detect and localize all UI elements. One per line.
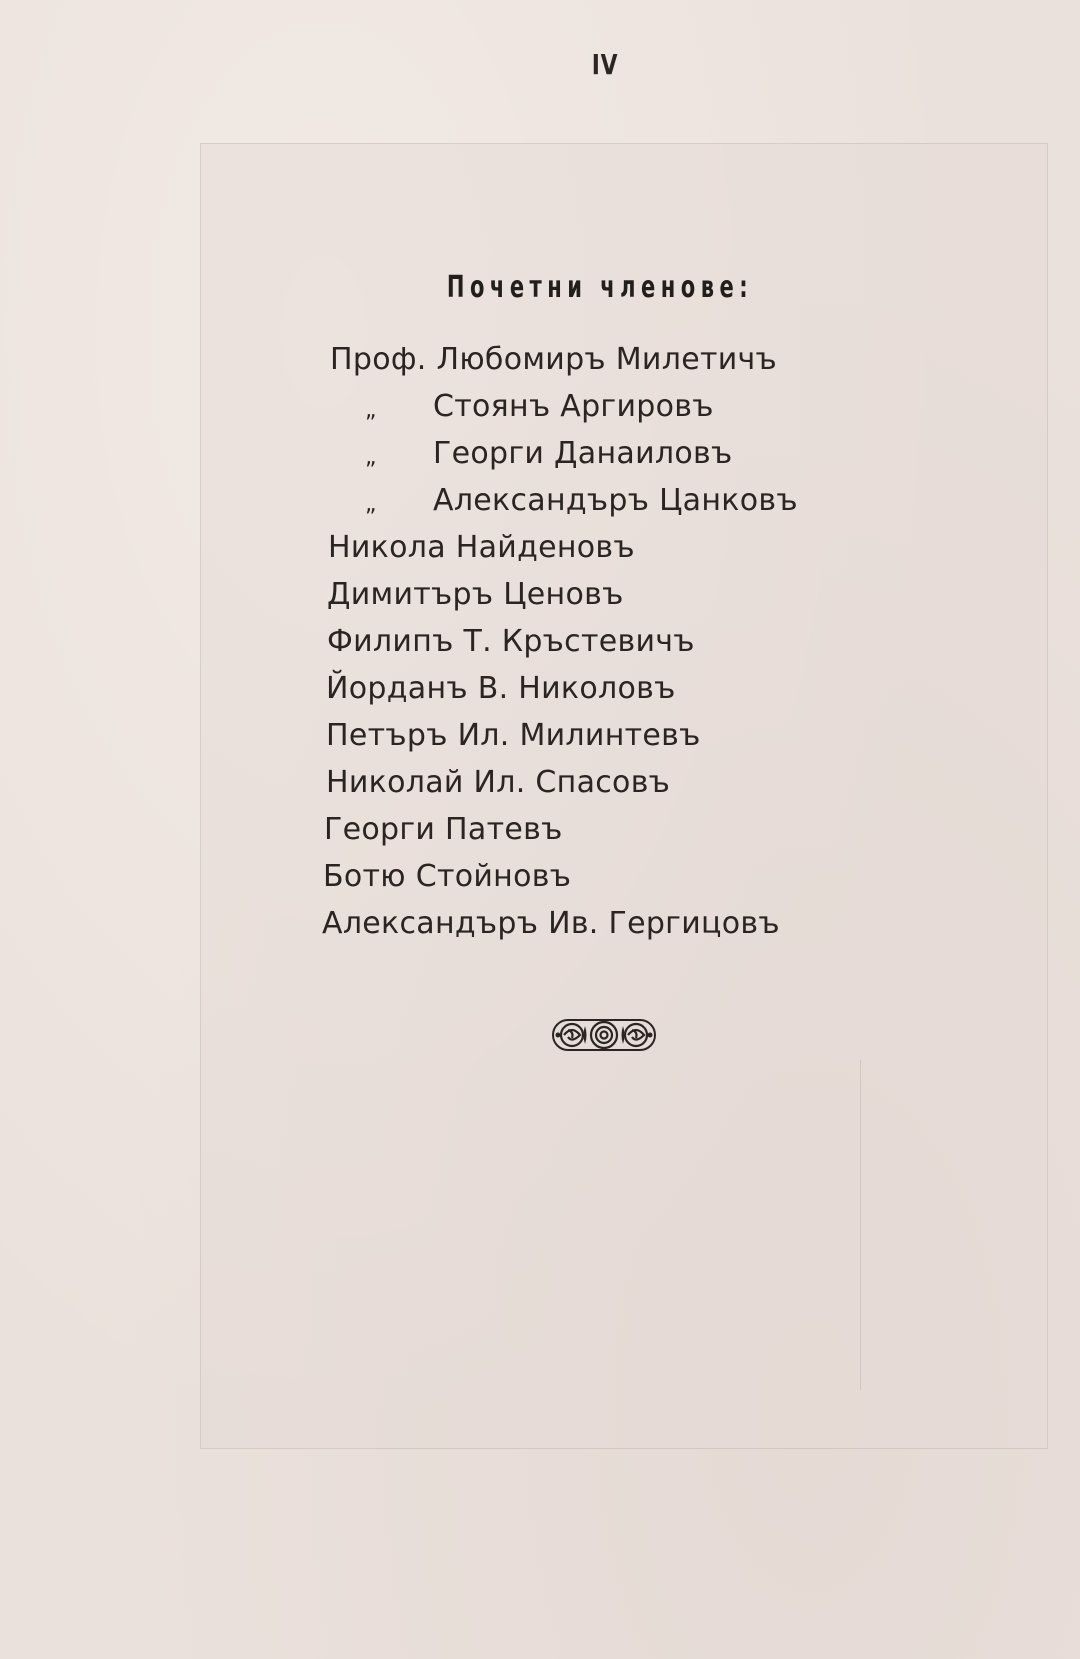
member-item — [0, 665, 1080, 712]
member-item — [0, 618, 1080, 665]
member-item — [0, 806, 1080, 853]
member-item — [0, 477, 1080, 524]
member-item — [0, 759, 1080, 806]
member-item — [0, 383, 1080, 430]
ditto-mark: „ — [365, 492, 377, 517]
honorary-members-list — [0, 336, 1080, 947]
member-name: Проф. Любомиръ Милетичъ — [330, 342, 778, 377]
member-name: Николай Ил. Спасовъ — [326, 765, 671, 800]
member-item — [0, 571, 1080, 618]
member-name: Петъръ Ил. Милинтевъ — [326, 718, 701, 753]
member-item — [0, 712, 1080, 759]
page-heading: Почетни членове: — [446, 270, 754, 305]
member-name: Димитъръ Ценовъ — [327, 577, 624, 612]
bleed-through-line — [860, 1060, 861, 1390]
member-item — [0, 430, 1080, 477]
member-name: Стоянъ Аргировъ — [433, 389, 714, 424]
member-item — [0, 853, 1080, 900]
page-number: IV — [591, 48, 619, 81]
member-name: Ботю Стойновъ — [323, 859, 572, 894]
member-item — [0, 900, 1080, 947]
member-name: Александъръ Цанковъ — [433, 483, 798, 518]
member-name: Александъръ Ив. Гергицовъ — [322, 906, 780, 941]
member-item — [0, 524, 1080, 571]
ditto-mark: „ — [365, 445, 377, 470]
member-name: Георги Патевъ — [324, 812, 563, 847]
member-name: Филипъ Т. Кръстевичъ — [327, 624, 695, 659]
member-name: Георги Данаиловъ — [433, 436, 733, 471]
rose-ornament-icon — [552, 1016, 656, 1054]
member-name: Никола Найденовъ — [328, 530, 635, 565]
member-item — [0, 336, 1080, 383]
member-name: Йорданъ В. Николовъ — [326, 671, 676, 706]
ditto-mark: „ — [365, 398, 377, 423]
